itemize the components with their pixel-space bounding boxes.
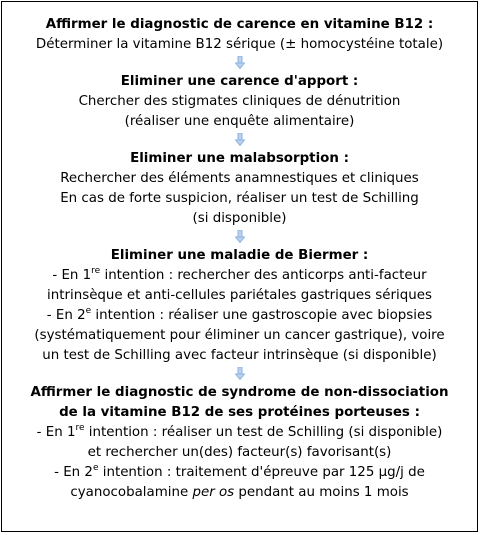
step-title: Affirmer le diagnostic de carence en vitamine B12 : <box>45 17 434 32</box>
step-text: intrinsèque et anti-cellules pariétales gastriques sériques <box>47 288 432 303</box>
step-title: Eliminer une malabsorption : <box>130 151 349 166</box>
step-title: Affirmer le diagnostic de syndrome de non-dissociation <box>30 385 449 400</box>
step-confirm-deficiency <box>2 15 477 55</box>
step-text: un test de Schilling avec facteur intrinsèque (si disponible) <box>42 348 437 363</box>
step-text: et rechercher un(des) facteur(s) favorisant(s) <box>87 445 392 460</box>
latin-term: per os <box>192 485 235 500</box>
ordinal-suffix: e <box>85 305 92 316</box>
intention-prefix: - En 1 <box>36 425 76 440</box>
down-arrow-icon <box>2 133 477 146</box>
step-text: (si disponible) <box>192 211 287 226</box>
second-intention-line <box>2 463 477 483</box>
step-text: (systématiquement pour éliminer un cancer gastrique), voire <box>34 328 445 343</box>
intention-prefix: - En 2 <box>46 308 86 323</box>
step-title: Eliminer une carence d'apport : <box>120 74 359 89</box>
step-text: Déterminer la vitamine B12 sérique (± homocystéine totale) <box>35 37 444 52</box>
text-after: pendant au moins 1 mois <box>234 485 409 500</box>
down-arrow-icon <box>2 367 477 380</box>
step-intake-deficiency <box>2 72 477 132</box>
down-arrow-icon <box>2 230 477 243</box>
intention-text: intention : rechercher des anticorps anti-facteur <box>100 268 427 283</box>
step-malabsorption <box>2 149 477 229</box>
second-intention-line <box>2 306 477 326</box>
intention-prefix: - En 2 <box>54 465 93 480</box>
step-title: de la vitamine B12 de ses protéines porteuses : <box>59 405 420 420</box>
step-non-dissociation <box>2 383 477 503</box>
step-text: En cas de forte suspicion, réaliser un test de Schilling <box>60 191 419 206</box>
intention-text: intention : réaliser une gastroscopie avec biopsies <box>91 308 433 323</box>
ordinal-suffix: re <box>91 265 101 276</box>
down-arrow-icon <box>2 56 477 69</box>
step-title: Eliminer une maladie de Biermer : <box>110 248 369 263</box>
step-biermer <box>2 246 477 366</box>
intention-prefix: - En 1 <box>52 268 92 283</box>
first-intention-line <box>2 423 477 443</box>
ordinal-suffix: re <box>75 422 85 433</box>
first-intention-line <box>2 266 477 286</box>
last-line <box>2 483 477 503</box>
intention-text: intention : réaliser un test de Schilling (si disponible) <box>84 425 443 440</box>
step-text: Chercher des stigmates cliniques de dénutrition <box>78 94 401 109</box>
ordinal-suffix: e <box>92 462 99 473</box>
intention-text: intention : traitement d'épreuve par 125 µg/j de <box>98 465 425 480</box>
text-before: cyanocobalamine <box>70 485 193 500</box>
step-text: Rechercher des éléments anamnestiques et cliniques <box>60 171 419 186</box>
step-text: (réaliser une enquête alimentaire) <box>124 114 355 129</box>
algorithm-box <box>1 1 478 532</box>
